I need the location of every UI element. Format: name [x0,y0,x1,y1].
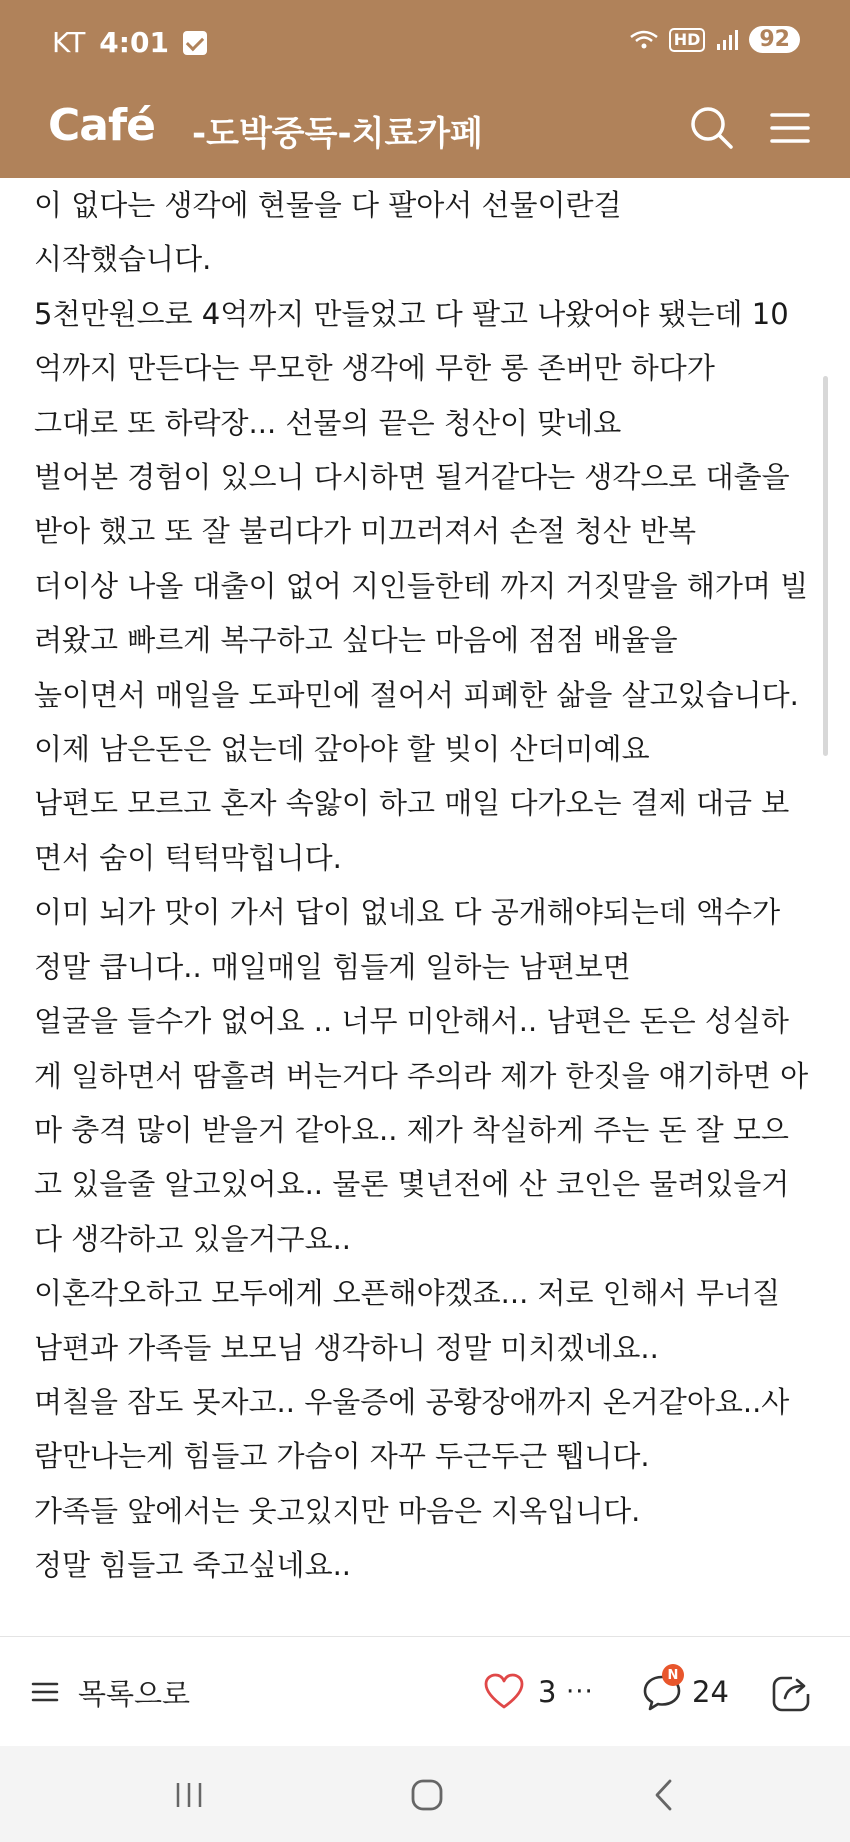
post-text-line: 다 생각하고 있을거구요.. [34,1221,352,1256]
status-bar [0,0,850,86]
post-text-line: 이제 남은돈은 없는데 갚아야 할 빚이 산더미예요 [34,732,650,767]
post-text-line: 고 있을줄 알고있어요.. 물론 몇년전에 산 코인은 물려있을거 [34,1167,790,1202]
post-body [34,178,824,1633]
post-text-line: 벌어본 경험이 있으니 다시하면 될거같다는 생각으로 대출을 [34,460,790,495]
cafe-name[interactable]: -도박중독-치료카페 [192,114,483,154]
clock: 4:01 [99,26,169,59]
post-text-line: 마 충격 많이 받을거 같아요.. 제가 착실하게 주는 돈 잘 모으 [34,1112,789,1147]
back-chevron-icon [640,1770,690,1820]
post-text-line: 더이상 나올 대출이 없어 지인들한테 까지 거짓말을 해가며 빌 [34,568,809,603]
search-button[interactable] [684,100,740,156]
post-text-line: 려왔고 빠르게 복구하고 싶다는 마음에 점점 배율을 [34,623,678,658]
post-text-line: 이미 뇌가 맛이 가서 답이 없네요 다 공개해야되는데 액수가 [34,895,781,930]
menu-button[interactable] [762,100,818,156]
like-button[interactable] [484,1637,556,1747]
wifi-icon [629,28,659,52]
like-count: 3 [538,1675,557,1709]
home-icon [402,1770,452,1820]
share-button[interactable] [770,1637,814,1747]
back-to-list-button[interactable] [30,1637,190,1747]
post-text-line: 게 일하면서 땀흘려 버는거다 주의라 제가 한짓을 얘기하면 아 [34,1058,809,1093]
post-text-line: 남편도 모르고 혼자 속앓이 하고 매일 다가오는 결제 대금 보 [34,786,790,821]
battery-indicator: 92 [749,26,800,53]
notification-check-icon [183,31,207,55]
hamburger-menu-icon [762,100,818,156]
more-options-button[interactable] [566,1637,594,1747]
recent-apps-icon [164,1770,214,1820]
search-icon [684,100,740,156]
post-text-line: 남편과 가족들 보모님 생각하니 정말 미치겠네요.. [34,1330,659,1365]
post-text-line: 면서 숨이 턱턱막힙니다. [34,840,342,875]
comment-count: 24 [692,1675,729,1709]
back-to-list-label: 목록으로 [78,1676,191,1711]
system-navigation-bar [0,1746,850,1842]
post-text-line: 정말 큽니다.. 매일매일 힘들게 일하는 남편보면 [34,949,631,984]
post-text-line: 5천만원으로 4억까지 만들었고 다 팔고 나왔어야 됐는데 10 [34,296,789,331]
scroll-indicator[interactable] [823,376,828,756]
post-text-line: 받아 했고 또 잘 불리다가 미끄러져서 손절 청산 반복 [34,514,697,549]
cafe-logo[interactable]: Café [48,100,155,151]
post-text-line: 얼굴을 들수가 없어요 .. 너무 미안해서.. 남편은 돈은 성실하 [34,1004,789,1039]
post-text-line: 높이면서 매일을 도파민에 절어서 피폐한 삶을 살고있습니다. [34,677,799,712]
post-text-line: 시작했습니다. [34,242,212,277]
more-icon: ··· [566,1677,594,1707]
recent-apps-button[interactable] [164,1770,214,1820]
home-button[interactable] [402,1770,452,1820]
post-text-line: 억까지 만든다는 무모한 생각에 무한 롱 존버만 하다가 [34,351,715,386]
carrier-label: KT [52,26,86,59]
post-text-line: 이혼각오하고 모두에게 오픈해야겠죠... 저로 인해서 무너질 [34,1276,781,1311]
share-icon [770,1670,814,1714]
back-button[interactable] [640,1770,690,1820]
hd-voice-icon: HD [669,28,706,52]
comment-icon-wrap [642,1667,682,1712]
app-header [0,86,850,178]
post-text-line: 람만나는게 힘들고 가슴이 자꾸 두근두근 뛥니다. [34,1439,650,1474]
post-text-line: 가족들 앞에서는 웃고있지만 마음은 지옥입니다. [34,1493,641,1528]
list-icon [30,1677,60,1707]
post-text-line: 이 없다는 생각에 현물을 다 팔아서 선물이란걸 [34,188,622,222]
comment-button[interactable] [642,1637,729,1747]
post-text-line: 며칠을 잠도 못자고.. 우울증에 공황장애까지 온거같아요..사 [34,1384,790,1419]
heart-icon [484,1673,524,1711]
signal-icon [715,28,739,52]
post-text-line: 정말 힘들고 죽고싶네요.. [34,1548,352,1583]
post-action-bar [0,1636,850,1746]
new-comment-badge: N [662,1664,684,1686]
post-text-line: 그대로 또 하락장... 선물의 끝은 청산이 맞네요 [34,405,622,440]
